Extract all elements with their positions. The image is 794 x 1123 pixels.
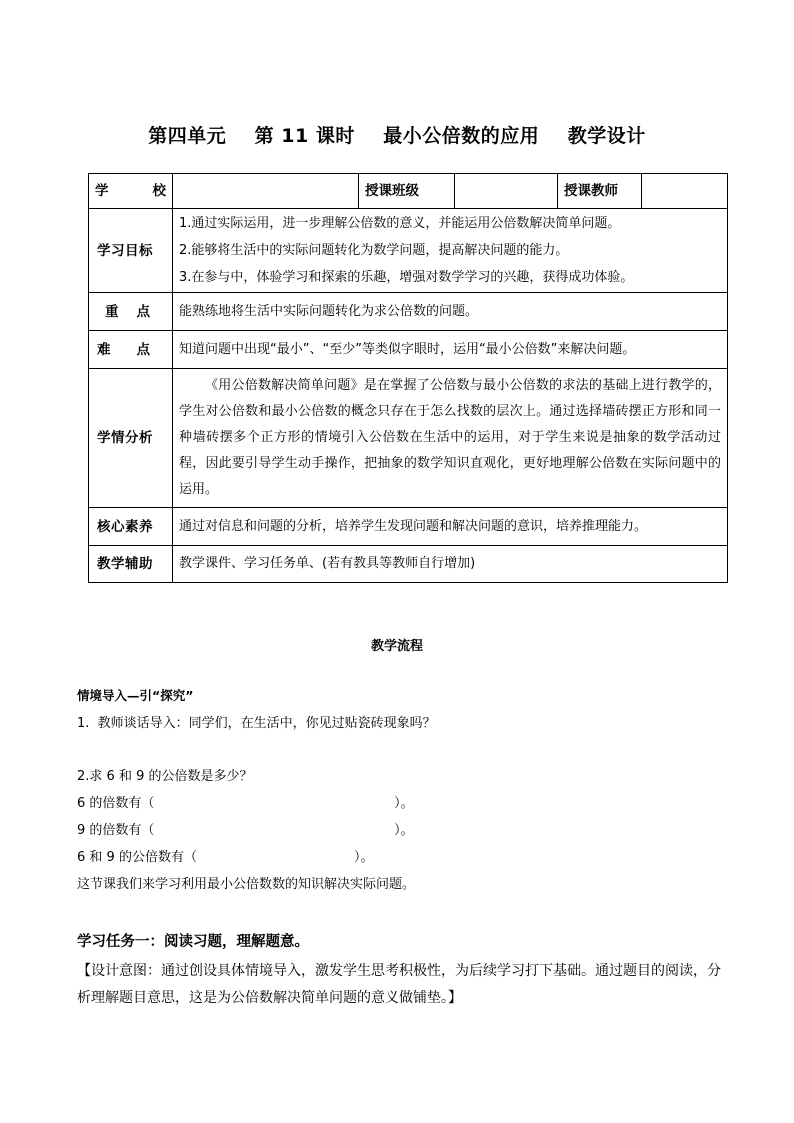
objectives-label: 学习目标 (89, 209, 173, 293)
class-label: 授课班级 (359, 174, 455, 209)
design-intent: 【设计意图：通过创设具体情境导入，激发学生思考积极性，为后续学习打下基础。通过题目的阅读，分析理解题目意思，这是为公倍数解决简单问题的意义做铺垫。】 (77, 963, 721, 1006)
school-label: 学校 (89, 174, 173, 209)
aids-label: 教学辅助 (89, 546, 173, 583)
document-title: 第四单元 第 11 课时 最小公倍数的应用 教学设计 (148, 125, 646, 147)
teacher-value (642, 174, 728, 209)
literacy-label: 核心素养 (89, 508, 173, 546)
multiples-of-6-line: 6 的倍数有（ ）。 (77, 796, 414, 811)
question-2: 2.求 6 和 9 的公倍数是多少？ (77, 769, 253, 784)
table-row-literacy (89, 508, 728, 546)
closing-line: 这节课我们来学习利用最小公倍数数的知识解决实际问题。 (77, 877, 416, 892)
intro-heading: 情境导入—引“探究” (77, 688, 194, 703)
difficulty-label: 难点 (89, 331, 173, 369)
teaching-flow-heading: 教学流程 (370, 639, 423, 654)
table-row-objectives (89, 209, 728, 293)
key-point-label: 重点 (89, 293, 173, 331)
class-value (455, 174, 558, 209)
objective-1: 1.通过实际运用，进一步理解公倍数的意义，并能运用公倍数解决简单问题。 (179, 216, 621, 231)
teacher-label: 授课教师 (558, 174, 642, 209)
lesson-info-table (88, 173, 728, 583)
objective-3: 3.在参与中，体验学习和探索的乐趣，增强对数学学习的兴趣，获得成功体验。 (179, 270, 634, 285)
aids-value: 教学课件、学习任务单、(若有教具等教师自行增加) (173, 546, 728, 583)
task-1-heading: 学习任务一：阅读习题，理解题意。 (77, 934, 309, 950)
analysis-value: 《用公倍数解决简单问题》是在掌握了公倍数与最小公倍数的求法的基础上进行教学的，学生对公倍数和最小公倍数的概念只存在于怎么找数的层次上。通过选择墙砖摆正方形和同一种墙砖摆多个正方形的情境引入公倍数在生活中的运用，对于学生来说是抽象的数学活动过程，因此要引导学生动手操作，把抽象的数学知识直观化，更好地理解公倍数在实际问题中的运用。 (173, 369, 728, 508)
school-value (173, 174, 359, 209)
common-multiples-line: 6 和 9 的公倍数有（ ）。 (77, 850, 374, 865)
literacy-value: 通过对信息和问题的分析，培养学生发现问题和解决问题的意识，培养推理能力。 (173, 508, 728, 546)
table-row-analysis (89, 369, 728, 508)
table-row-header (89, 174, 728, 209)
objectives-cell (173, 209, 728, 293)
key-point-value: 能熟练地将生活中实际问题转化为求公倍数的问题。 (173, 293, 728, 331)
objective-2: 2.能够将生活中的实际问题转化为数学问题，提高解决问题的能力。 (179, 243, 569, 258)
multiples-of-9-line: 9 的倍数有（ ）。 (77, 823, 414, 838)
question-1: 1. 教师谈话导入：同学们，在生活中，你见过贴瓷砖现象吗？ (77, 716, 436, 731)
difficulty-value: 知道问题中出现“最小”、“至少”等类似字眼时，运用“最小公倍数”来解决问题。 (173, 331, 728, 369)
table-row-key-point (89, 293, 728, 331)
table-row-difficulty (89, 331, 728, 369)
table-row-aids (89, 546, 728, 583)
analysis-label: 学情分析 (89, 369, 173, 508)
